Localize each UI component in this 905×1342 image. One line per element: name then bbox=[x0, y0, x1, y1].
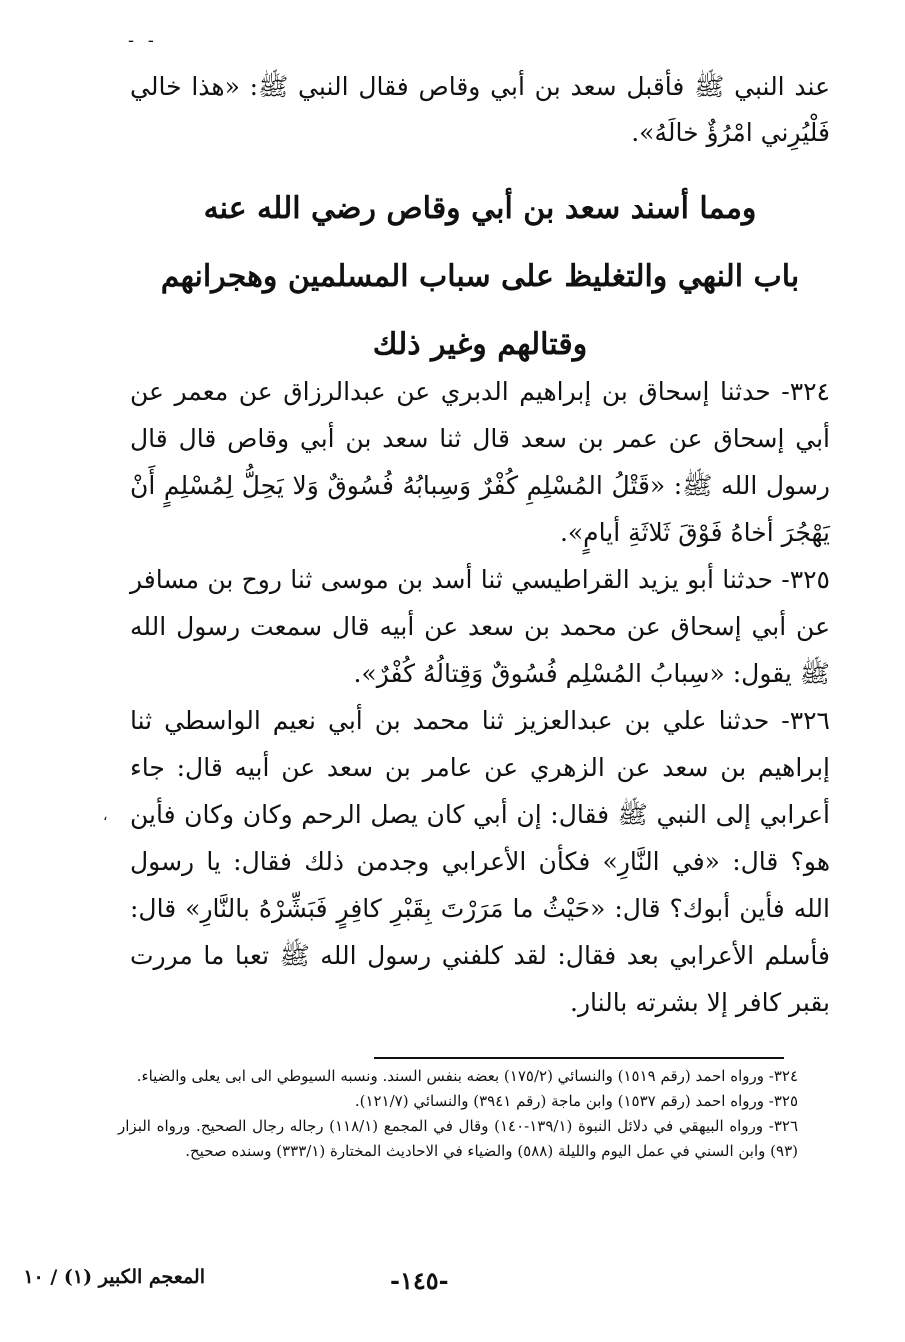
hadith-list bbox=[130, 368, 830, 1026]
section-heading-3: وقتالهم وغير ذلك bbox=[372, 327, 588, 362]
footnote-325: ٣٢٥- ورواه احمد (رقم ١٥٣٧) وابن ماجة (رقم ٣٩٤١) والنسائي (١٢١/٧). bbox=[354, 1092, 798, 1110]
section-heading-2: باب النهي والتغليظ على سباب المسلمين وهجرانهم bbox=[160, 259, 800, 294]
intro-paragraph: عند النبي ﷺ فأقبل سعد بن أبي وقاص فقال النبي ﷺ: «هذا خالي فَلْيُرِني امْرُؤٌ خالَهُ». bbox=[130, 72, 830, 147]
page-number: -١٤٥- bbox=[390, 1266, 449, 1295]
footnotes bbox=[118, 1064, 798, 1164]
footnote-326: ٣٢٦- ورواه البيهقي في دلائل النبوة (١٣٩/١-١٤٠) وقال في المجمع (١١٨/١) رجاله رجال الصحيح. ورواه البزار (٩٣) وابن السني في عمل اليوم والليلة (٥٨٨) والضياء في الاحاديث المختارة (٣٣٣/١) وسنده صحيح. bbox=[118, 1117, 798, 1160]
footnote-324: ٣٢٤- ورواه احمد (رقم ١٥١٩) والنسائي (١٧٥/٢) بعضه بنفس السند. ونسبه السيوطي الى ابى يعلى والضياء. bbox=[136, 1067, 798, 1085]
page-footer bbox=[0, 1266, 905, 1302]
hadith-325: ٣٢٥- حدثنا أبو يزيد القراطيسي ثنا أسد بن موسى ثنا روح بن مسافر عن أبي إسحاق عن محمد بن سعد عن أبيه قال سمعت رسول الله ﷺ يقول: «سِبابُ المُسْلِم فُسُوقٌ وَقِتالُهُ كُفْرٌ». bbox=[130, 565, 830, 688]
margin-mark: ، bbox=[103, 808, 108, 824]
section-headings bbox=[120, 175, 840, 379]
hadith-326: ٣٢٦- حدثنا علي بن عبدالعزيز ثنا محمد بن أبي نعيم الواسطي ثنا إبراهيم بن سعد عن الزهري عن عامر بن سعد عن أبيه قال: جاء أعرابي إلى النبي ﷺ فقال: إن أبي كان يصل الرحم وكان وكان فأين هو؟ قال: «في النَّارِ» فكأن الأعرابي وجدمن ذلك فقال: يا رسول الله فأين أبوك؟ قال: «حَيْثُ ما مَرَرْتَ بِقَبْرِ كافِرٍ فَبَشِّرْهُ بالنَّارِ» قال: فأسلم الأعرابي بعد فقال: لقد كلفني رسول الله ﷺ تعبا ما مررت بقبر كافر إلا بشرته بالنار. bbox=[130, 706, 830, 1017]
hadith-324: ٣٢٤- حدثنا إسحاق بن إبراهيم الدبري عن عبدالرزاق عن معمر عن أبي إسحاق عن عمر بن سعد قال ثنا سعد بن أبي وقاص قال قال رسول الله ﷺ: «قَتْلُ المُسْلِمِ كُفْرٌ وَسِبابُهُ فُسُوقٌ وَلا يَحِلُّ لِمُسْلِمٍ أَنْ يَهْجُرَ أخاهُ فَوْقَ ثَلاثَةِ أيامٍ». bbox=[130, 377, 830, 547]
top-margin-mark: - - bbox=[128, 30, 158, 51]
section-heading-1: ومما أسند سعد بن أبي وقاص رضي الله عنه bbox=[203, 191, 757, 226]
footnote-divider bbox=[374, 1057, 784, 1059]
book-reference: المعجم الكبير (١) / ١٠ bbox=[23, 1266, 205, 1288]
